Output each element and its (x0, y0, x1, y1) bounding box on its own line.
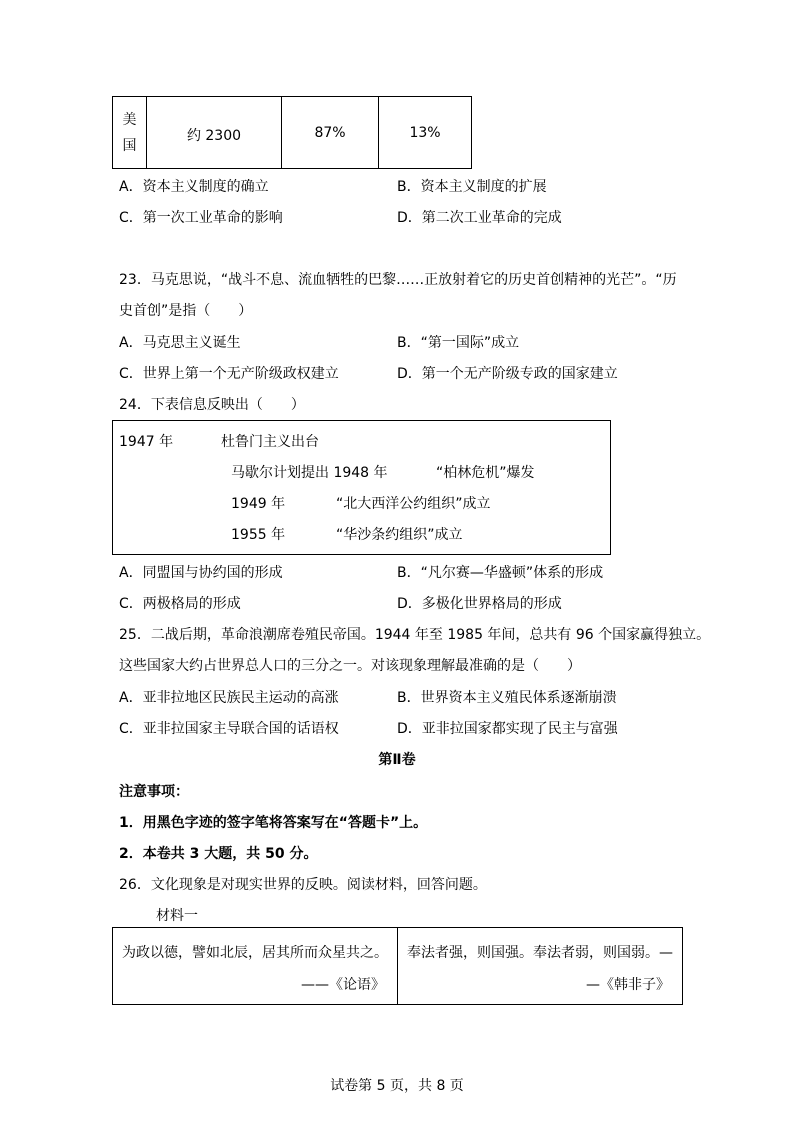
q25-stem-line1: 25．二战后期，革命浪潮席卷殖民帝国。1944 年至 1985 年间，总共有 96 个国家赢得独立。 (119, 627, 711, 643)
us-data-table (112, 96, 472, 169)
country-char-1: 美 (122, 111, 137, 128)
q23-option-d: D．第一个无产阶级专政的国家建立 (397, 366, 618, 382)
pct2-cell (379, 97, 472, 169)
quote1-text: 为政以德，譬如北辰，居其所而众星共之。 (122, 945, 388, 961)
q23-option-b: B．“第一国际”成立 (397, 335, 520, 351)
q25-option-a: A．亚非拉地区民族民主运动的高涨 (119, 690, 339, 706)
material-label: 材料一 (156, 908, 198, 924)
pct1-cell (282, 97, 379, 169)
timeline-event-1947: 杜鲁门主义出台 (221, 434, 319, 450)
note-1: 1．用黑色字迹的签字笔将答案写在“答题卡”上。 (119, 815, 428, 831)
q24-option-c: C．两极格局的形成 (119, 596, 241, 612)
timeline-year-1949: 1949 年 (231, 496, 286, 512)
material-quote-table (112, 927, 683, 1005)
notes-title: 注意事项： (119, 784, 189, 800)
q22-option-a: A．资本主义制度的确立 (119, 179, 269, 195)
pct2-text: 13% (409, 124, 441, 141)
quote2-text: 奉法者强，则国强。奉法者弱，则国弱。— (407, 945, 673, 961)
quote1-source: ——《论语》 (301, 977, 385, 993)
timeline-year-1947: 1947 年 (119, 434, 174, 450)
quote2-source: —《韩非子》 (586, 977, 670, 993)
q25-option-c: C．亚非拉国家主导联合国的话语权 (119, 721, 339, 737)
q24-option-d: D．多极化世界格局的形成 (397, 596, 562, 612)
q22-option-d: D．第二次工业革命的完成 (397, 210, 562, 226)
q22-option-c: C．第一次工业革命的影响 (119, 210, 283, 226)
pct1-text: 87% (314, 124, 346, 141)
country-char-2: 国 (122, 137, 137, 154)
table-row (113, 928, 683, 1005)
q22-option-b: B．资本主义制度的扩展 (397, 179, 547, 195)
q23-stem-line2: 史首创”是指（ ） (119, 303, 253, 319)
value-cell (147, 97, 282, 169)
timeline-marshall-plan: 马歇尔计划提出 1948 年 (231, 465, 388, 481)
value-text: 约 2300 (186, 128, 242, 144)
q23-stem-line1: 23．马克思说，“战斗不息、流血牺牲的巴黎……正放射着它的历史首创精神的光芒”。“历 (119, 272, 677, 288)
timeline-event-1949: “北大西洋公约组织”成立 (336, 496, 491, 512)
timeline-event-1948: “柏林危机”爆发 (436, 465, 535, 481)
q26-stem: 26．文化现象是对现实世界的反映。阅读材料，回答问题。 (119, 877, 487, 893)
quote-cell-lunyu (113, 928, 398, 1005)
q23-option-c: C．世界上第一个无产阶级政权建立 (119, 366, 339, 382)
note-2: 2．本卷共 3 大题，共 50 分。 (119, 846, 318, 862)
quote-cell-hanfeizi (398, 928, 683, 1005)
country-cell (113, 97, 147, 169)
q23-option-a: A．马克思主义诞生 (119, 335, 241, 351)
q24-stem: 24．下表信息反映出（ ） (119, 397, 305, 413)
page-footer: 试卷第 5 页，共 8 页 (330, 1078, 464, 1094)
q24-option-a: A．同盟国与协约国的形成 (119, 565, 283, 581)
q25-option-d: D．亚非拉国家都实现了民主与富强 (397, 721, 618, 737)
section-title: 第Ⅱ卷 (378, 752, 416, 768)
timeline-year-1955: 1955 年 (231, 527, 286, 543)
q25-stem-line2: 这些国家大约占世界总人口的三分之一。对该现象理解最准确的是（ ） (119, 658, 581, 674)
q25-option-b: B．世界资本主义殖民体系逐渐崩溃 (397, 690, 617, 706)
table-row (113, 97, 472, 169)
timeline-event-1955: “华沙条约组织”成立 (336, 527, 463, 543)
q24-option-b: B．“凡尔赛—华盛顿”体系的形成 (397, 565, 604, 581)
